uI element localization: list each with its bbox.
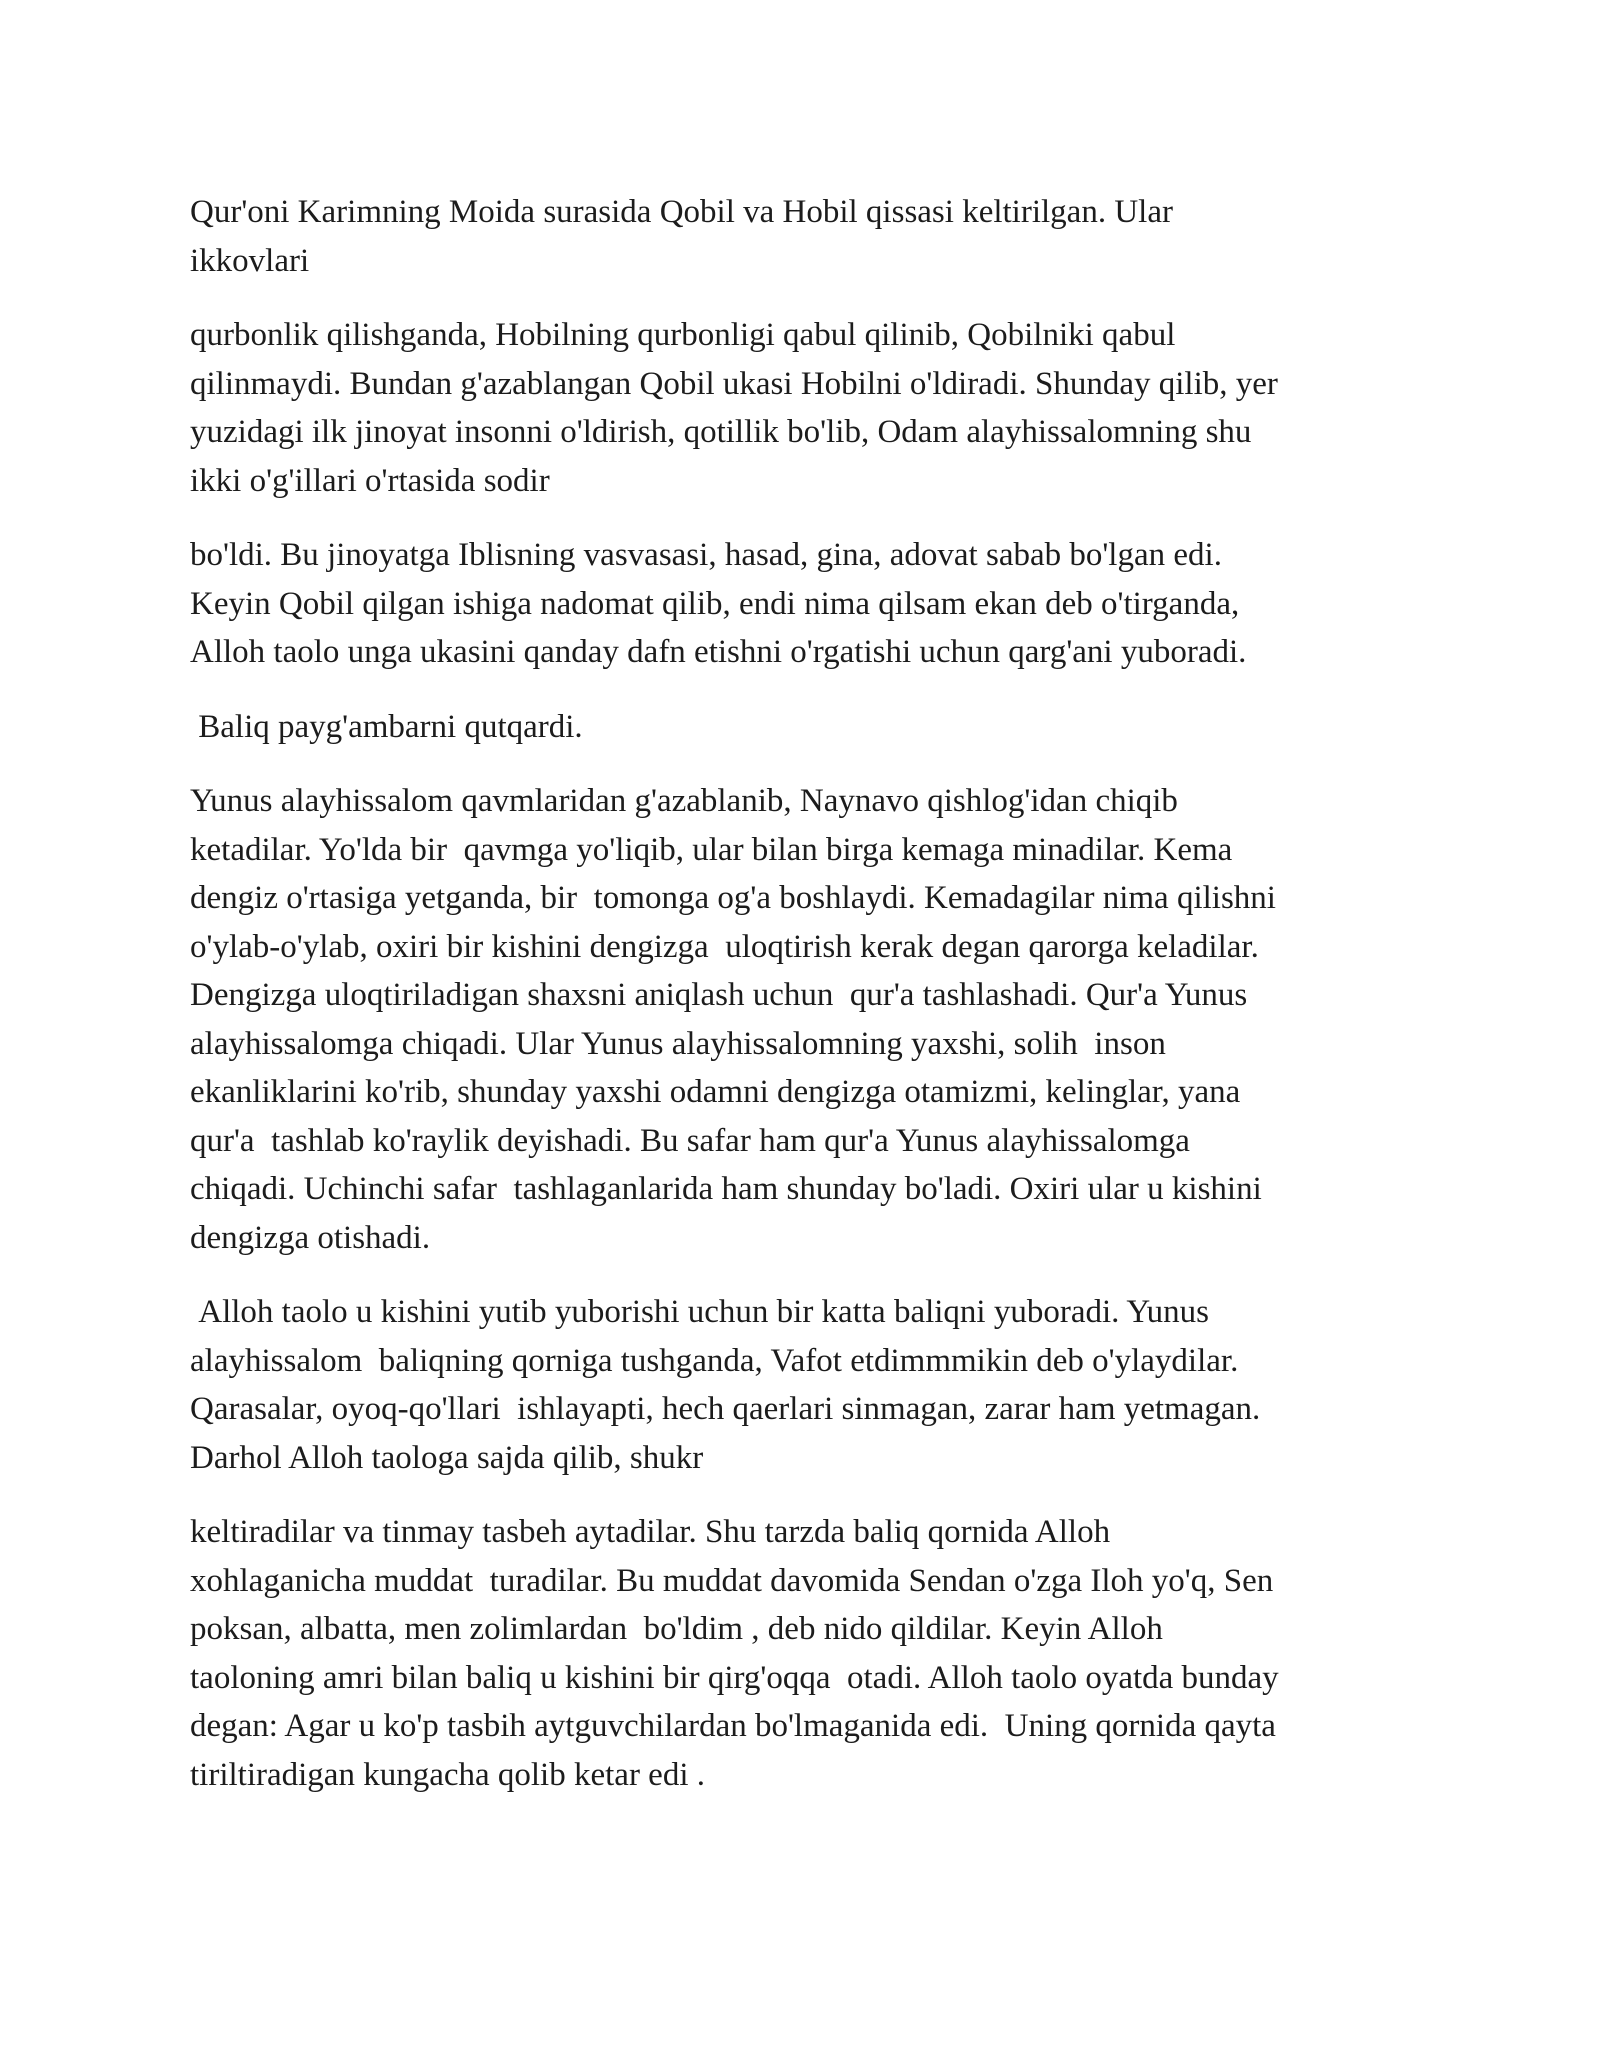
paragraph-1: Qur'oni Karimning Moida surasida Qobil va Hobil qissasi keltirilgan. Ular ikkovlari [190,194,1173,279]
paragraph-6: Alloh taolo u kishini yutib yuborishi uchun bir katta baliqni yuboradi. Yunus alayhissalom baliqning qorniga tushganda, Vafot etdimmmikin deb o'ylaydilar. Qarasalar, oyoq-qo'llari ishlayapti, hech qaerlari sinmagan, zarar ham yetmagan. Darhol Alloh taologa sajda qilib, shukr [190,1294,1261,1476]
paragraph-4: Baliq payg'ambarni qutqardi. [190,708,583,745]
paragraph-7: keltiradilar va tinmay tasbeh aytadilar. Shu tarzda baliq qornida Alloh xohlaganicha muddat turadilar. Bu muddat davomida Sendan o'zga Iloh yo'q, Sen poksan, albatta, men zolimlardan bo'ldim , deb nido qildilar. Keyin Alloh taoloning amri bilan baliq u kishini bir qirg'oqqa otadi. Alloh taolo oyatda bunday degan: Agar u ko'p tasbih aytguvchilardan bo'lmaganida edi. Uning qornida qayta tiriltiradigan kungacha qolib ketar edi . [190,1514,1279,1793]
paragraph-3: bo'ldi. Bu jinoyatga Iblisning vasvasasi, hasad, gina, adovat sabab bo'lgan edi. Keyin Qobil qilgan ishiga nadomat qilib, endi nima qilsam ekan deb o'tirganda, Alloh taolo unga ukasini qanday dafn etishni o'rgatishi uchun qarg'ani yuboradi. [190,537,1247,670]
paragraph-2: qurbonlik qilishganda, Hobilning qurbonligi qabul qilinib, Qobilniki qabul qilinmaydi. Bundan g'azablangan Qobil ukasi Hobilni o'ldiradi. Shunday qilib, yer yuzidagi ilk jinoyat insonni o'ldirish, qotillik bo'lib, Odam alayhissalomning shu ikki o'g'illari o'rtasida sodir [190,317,1278,499]
document-body [190,188,1430,1825]
paragraph-5: Yunus alayhissalom qavmlaridan g'azablanib, Naynavo qishlog'idan chiqib ketadilar. Yo'lda bir qavmga yo'liqib, ular bilan birga kemaga minadilar. Kema dengiz o'rtasiga yetganda, bir tomonga og'a boshlaydi. Kemadagilar nima qilishni o'ylab-o'ylab, oxiri bir kishini dengizga uloqtirish kerak degan qarorga keladilar. Dengizga uloqtiriladigan shaxsni aniqlash uchun qur'a tashlashadi. Qur'a Yunus alayhissalomga chiqadi. Ular Yunus alayhissalomning yaxshi, solih inson ekanliklarini ko'rib, shunday yaxshi odamni dengizga otamizmi, kelinglar, yana qur'a tashlab ko'raylik deyishadi. Bu safar ham qur'a Yunus alayhissalomga chiqadi. Uchinchi safar tashlaganlarida ham shunday bo'ladi. Oxiri ular u kishini dengizga otishadi. [190,783,1276,1256]
